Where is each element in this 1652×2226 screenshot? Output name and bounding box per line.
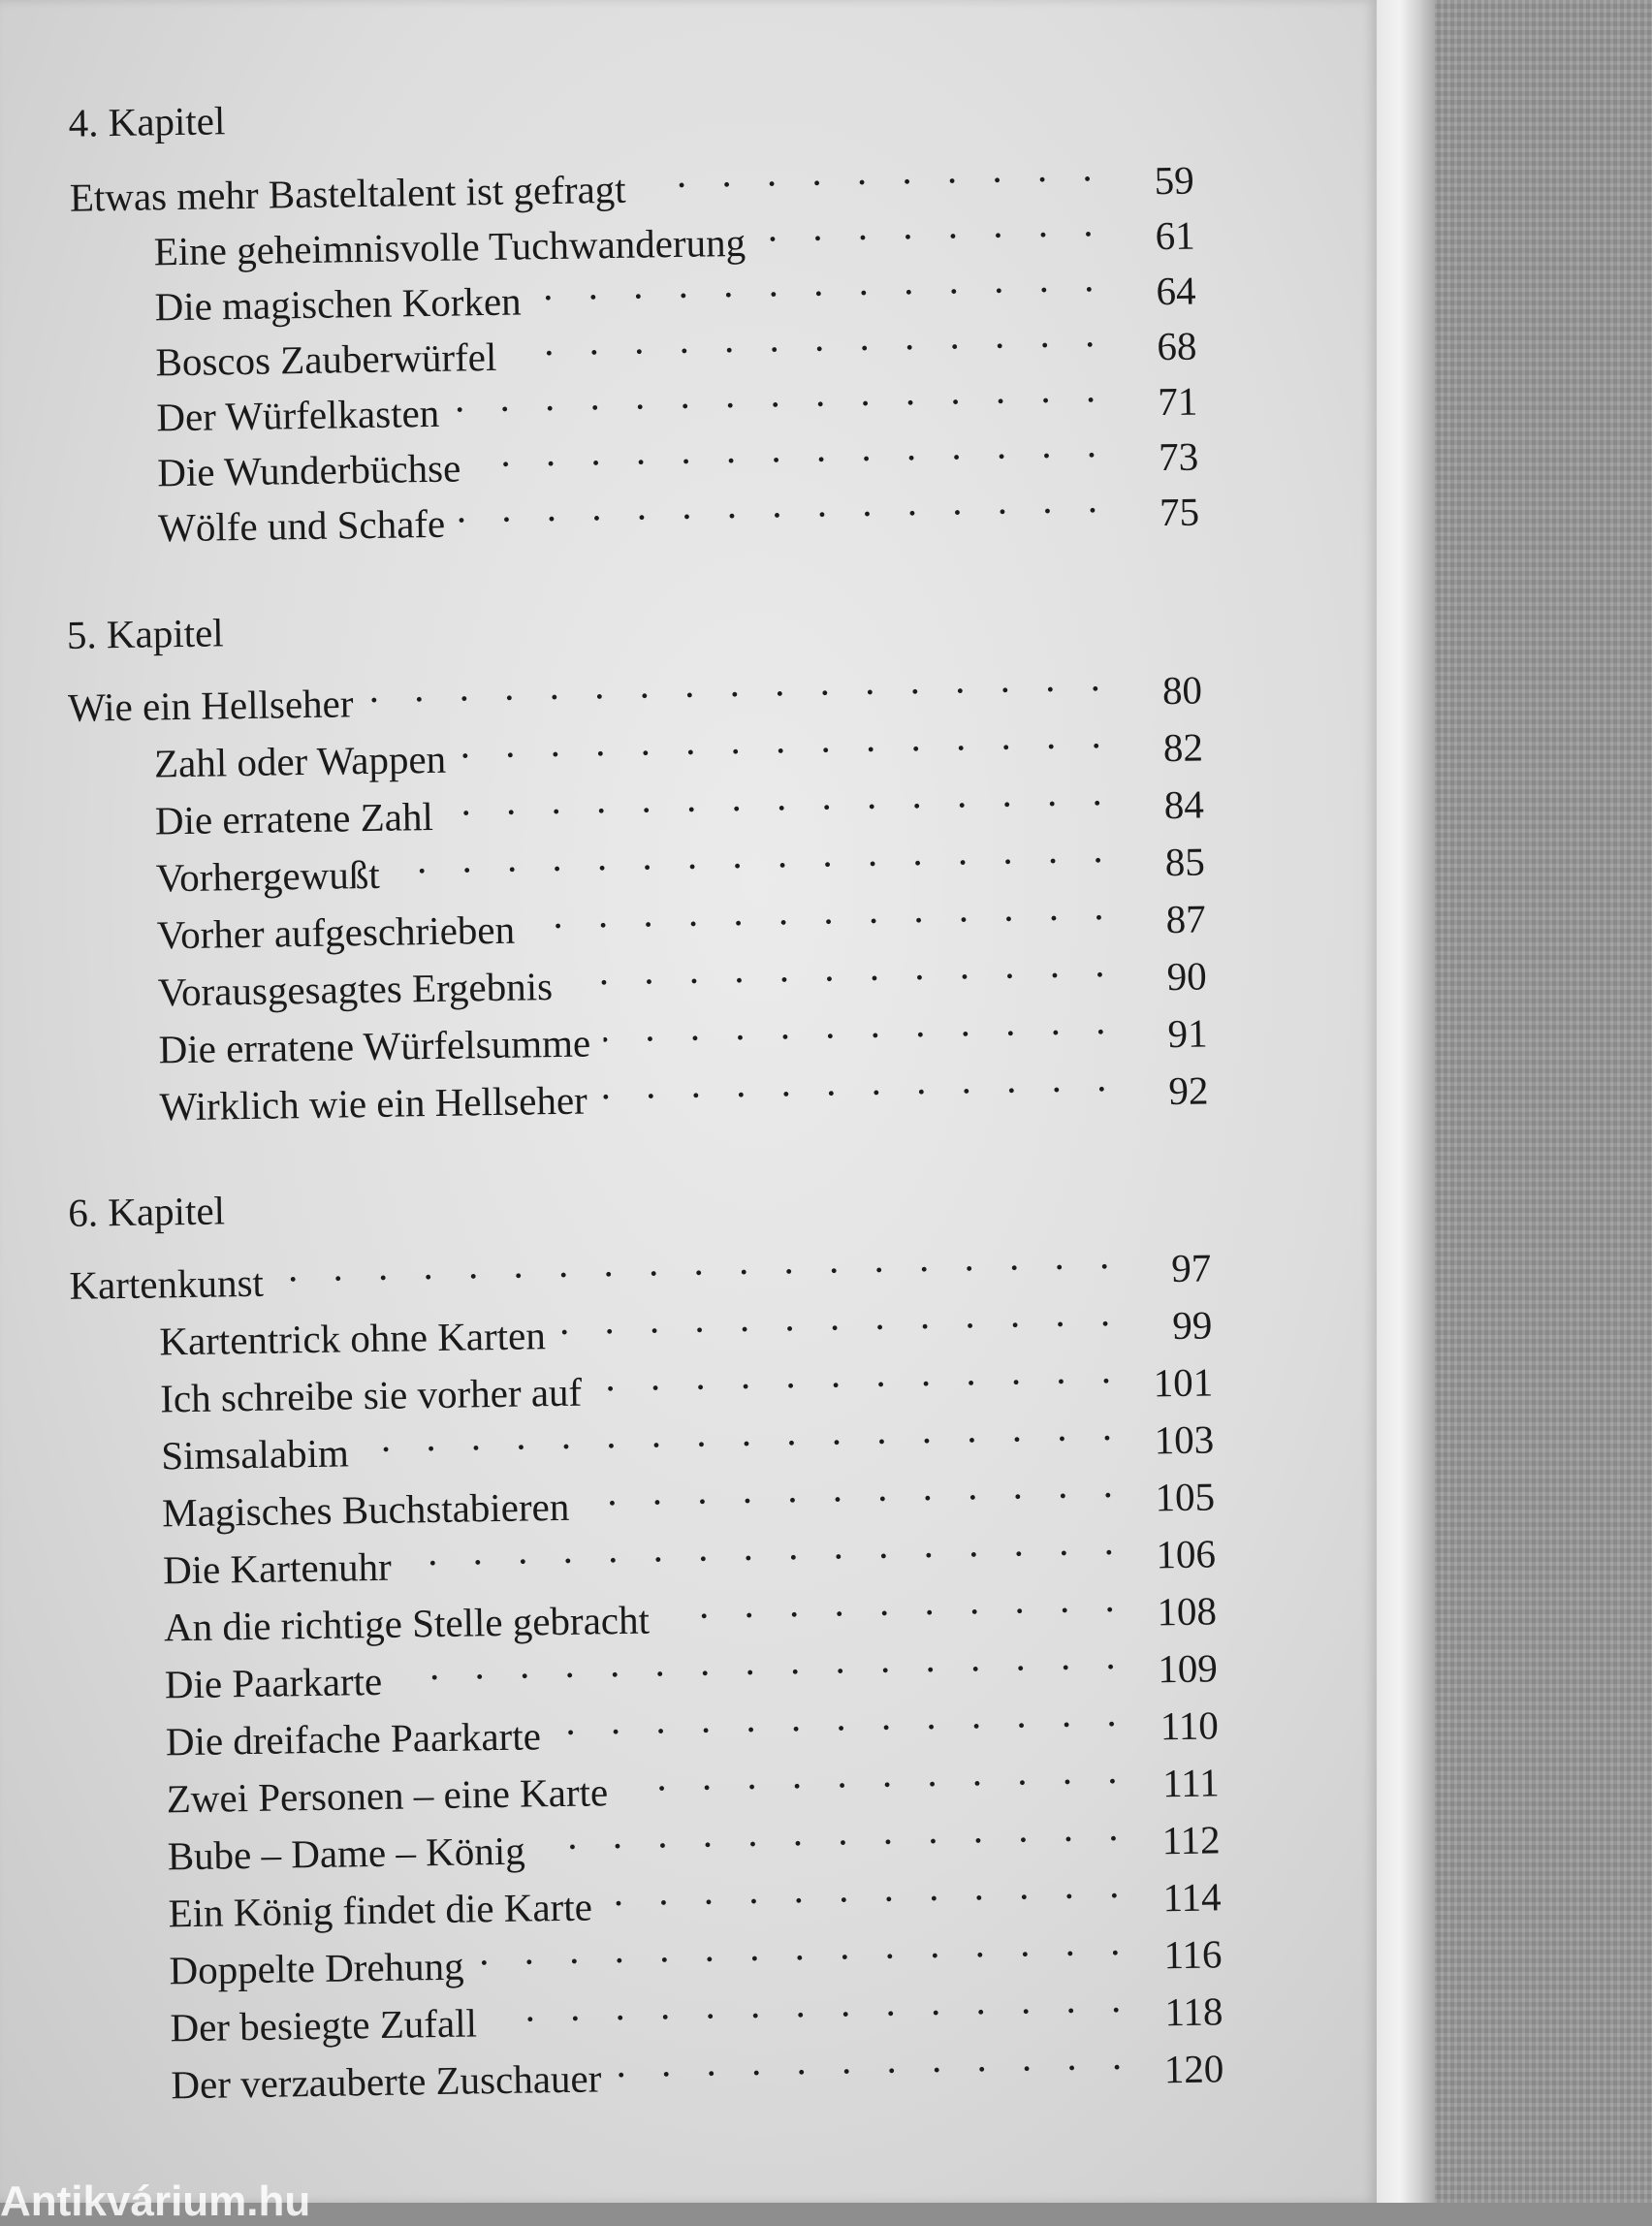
entry-title: Kartentrick ohne Karten	[159, 1313, 547, 1364]
entry-page-number: 85	[1164, 839, 1206, 885]
entry-page-number: 114	[1162, 1874, 1222, 1921]
entry-page-number: 92	[1168, 1067, 1209, 1114]
entry-title: Der verzauberte Zuschauer	[171, 2055, 602, 2108]
entry-page-number: 59	[1154, 157, 1195, 204]
watermark: Antikvárium.hu	[0, 2178, 311, 2225]
entry-page-number: 105	[1155, 1474, 1216, 1520]
entry-title: Vorhergewußt	[155, 851, 381, 901]
entry-title: Magisches Buchstabieren	[161, 1483, 570, 1536]
entry-page-number: 116	[1163, 1931, 1223, 1978]
dot-leader	[395, 1627, 1128, 1695]
dot-leader	[583, 1455, 1127, 1520]
entry-title: Wie ein Hellseher	[67, 681, 354, 730]
entry-title: Die Wunderbüchse	[156, 445, 461, 495]
entry-page-number: 109	[1157, 1645, 1219, 1692]
dot-leader	[600, 1049, 1120, 1113]
entry-page-number: 97	[1170, 1245, 1212, 1291]
dot-leader	[639, 139, 1105, 203]
entry-page-number: 108	[1157, 1588, 1218, 1635]
entry-page-number: 73	[1158, 433, 1199, 480]
entry-title: Die dreifache Paarkarte	[165, 1713, 542, 1765]
entry-title: Die magischen Korken	[154, 278, 522, 330]
chapter-4	[68, 75, 1328, 145]
entry-page-number: 91	[1167, 1010, 1208, 1057]
dot-leader	[758, 194, 1106, 256]
entry-title: Zahl oder Wappen	[153, 736, 447, 786]
entry-title: Die erratene Würfelsumme	[158, 1020, 591, 1072]
entry-title: An die richtige Stelle gebracht	[163, 1597, 651, 1650]
entry-page-number: 68	[1157, 323, 1197, 369]
dot-leader	[620, 1741, 1129, 1805]
chapter-label: 4. Kapitel	[68, 98, 226, 145]
dot-leader	[527, 877, 1117, 943]
entry-title: Vorausgesagtes Ergebnis	[157, 964, 554, 1015]
dot-leader	[534, 249, 1107, 314]
entry-page-number: 118	[1164, 1988, 1223, 2035]
entry-title: Der Würfelkasten	[156, 390, 440, 440]
entry-page-number: 106	[1156, 1531, 1217, 1577]
entry-page-number: 120	[1163, 2046, 1224, 2092]
entry-page-number: 99	[1171, 1302, 1213, 1349]
entry-title: Boscos Zauberwürfel	[155, 334, 497, 385]
entry-page-number: 80	[1161, 667, 1203, 714]
entry-title: Die erratene Zahl	[154, 793, 434, 843]
entry-title: Wirklich wie ein Hellseher	[159, 1077, 588, 1129]
entry-page-number: 61	[1155, 212, 1195, 259]
dot-leader	[565, 935, 1118, 1000]
chapter-label: 6. Kapitel	[67, 1188, 226, 1235]
entry-title: Ein König findet die Karte	[168, 1884, 593, 1936]
entry-page-number: 71	[1157, 378, 1198, 425]
entry-title: Der besiegte Zufall	[170, 2000, 478, 2051]
entry-page-number: 82	[1162, 724, 1204, 771]
dot-leader	[459, 706, 1114, 773]
entry-page-number: 87	[1165, 896, 1207, 942]
dot-leader	[366, 649, 1113, 716]
entry-title: Wölfe und Schafe	[157, 500, 446, 551]
dot-leader	[458, 470, 1110, 537]
entry-title: Die Kartenuhr	[162, 1543, 393, 1593]
dot-leader	[477, 1913, 1133, 1980]
dot-leader	[615, 2027, 1135, 2091]
entry-title: Doppelte Drehung	[169, 1943, 464, 1993]
entry-page-number: 103	[1154, 1416, 1215, 1463]
entry-page-number: 101	[1153, 1359, 1214, 1406]
entry-page-number: 75	[1159, 489, 1200, 535]
entry-title: Ich schreibe sie vorher auf	[159, 1369, 583, 1421]
chapter-5	[66, 587, 1326, 657]
dot-leader	[490, 1970, 1133, 2036]
entry-page-number: 111	[1161, 1760, 1221, 1806]
entry-page-number: 112	[1161, 1817, 1221, 1863]
entry-page-number: 90	[1166, 953, 1207, 1000]
dot-leader	[603, 992, 1118, 1056]
entry-page-number: 84	[1163, 781, 1205, 828]
dot-leader	[538, 1798, 1131, 1864]
entry-title: Vorher aufgeschrieben	[156, 906, 516, 958]
entry-title: Eine geheimnisvolle Tuchwanderung	[153, 219, 747, 274]
entry-title: Die Paarkarte	[164, 1658, 383, 1707]
dot-leader	[558, 1284, 1123, 1349]
dot-leader	[605, 1856, 1132, 1921]
dot-leader	[404, 1512, 1127, 1580]
dot-leader	[362, 1398, 1125, 1466]
entry-title: Zwei Personen – eine Karte	[166, 1769, 609, 1822]
dot-leader	[393, 820, 1116, 888]
entry-page-number: 110	[1160, 1702, 1220, 1749]
chapter-label: 5. Kapitel	[66, 610, 224, 657]
entry-title: Simsalabim	[160, 1430, 350, 1479]
dot-leader	[594, 1341, 1124, 1406]
entry-title: Bube – Dame – König	[167, 1828, 525, 1879]
entry-title: Kartenkunst	[69, 1259, 265, 1308]
dot-leader	[662, 1570, 1128, 1634]
entry-title: Etwas mehr Basteltalent ist gefragt	[69, 166, 626, 220]
entry-page-number: 64	[1156, 268, 1196, 314]
chapter-6	[67, 1164, 1328, 1235]
dot-leader	[554, 1684, 1129, 1749]
dot-leader	[446, 763, 1115, 830]
